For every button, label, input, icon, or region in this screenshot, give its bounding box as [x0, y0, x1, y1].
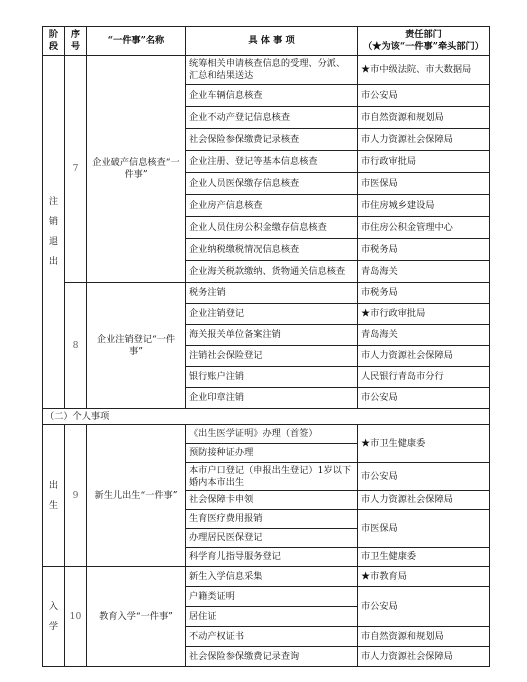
stage-char: 注 — [48, 196, 59, 207]
table-row — [43, 283, 490, 304]
header-items: 具 体 事 项 — [186, 27, 358, 56]
section-row — [43, 409, 490, 425]
section-heading: （二）个人事项 — [43, 409, 490, 425]
stage-school — [43, 567, 65, 667]
task-cell: 社会保险参保缴费记录查询 — [186, 647, 358, 667]
dept-cell: 市人力资源社会保障局 — [358, 346, 490, 367]
dept-cell: 市医保局 — [358, 510, 490, 548]
dept-cell: 市住房城乡建设局 — [358, 195, 490, 217]
table-row — [43, 425, 490, 444]
dept-cell: 市人力资源社会保障局 — [358, 647, 490, 667]
task-cell: 社会保障卡申领 — [186, 491, 358, 510]
dept-cell: 市公安局 — [358, 388, 490, 409]
item-no-10: 10 — [65, 567, 87, 667]
item-no-7: 7 — [65, 56, 87, 283]
task-cell: 科学育儿指导服务登记 — [186, 548, 358, 567]
header-no: 序号 — [65, 27, 87, 56]
dept-cell: ★市教育局 — [358, 567, 490, 587]
dept-cell: 市税务局 — [358, 283, 490, 304]
task-cell: 企业纳税缴税情况信息核查 — [186, 239, 358, 261]
task-cell: 统筹相关申请核查信息的受理、分派、汇总和结果送达 — [186, 56, 358, 85]
stage-char: 生 — [48, 499, 59, 511]
policy-table-page — [42, 26, 489, 667]
header-name: “一件事”名称 — [87, 27, 186, 56]
task-cell: 企业房产信息核查 — [186, 195, 358, 217]
responsibility-table — [42, 26, 490, 667]
header-dept — [358, 27, 490, 56]
task-cell: 海关报关单位备案注销 — [186, 325, 358, 346]
item-name-8: 企业注销登记“一件事” — [87, 283, 186, 409]
task-cell: 企业注销登记 — [186, 304, 358, 325]
dept-cell: ★市卫生健康委 — [358, 425, 490, 463]
stage-char: 入 — [48, 600, 59, 612]
dept-cell: 市自然资源和规划局 — [358, 107, 490, 129]
task-cell: 不动产权证书 — [186, 627, 358, 647]
dept-cell: 市卫生健康委 — [358, 548, 490, 567]
dept-cell: 市医保局 — [358, 173, 490, 195]
dept-cell: 人民银行青岛市分行 — [358, 367, 490, 388]
table-header-row — [43, 27, 490, 56]
task-cell: 企业人员医保缴存信息核查 — [186, 173, 358, 195]
dept-cell: 市住房公积金管理中心 — [358, 217, 490, 239]
stage-char: 学 — [48, 620, 59, 632]
dept-cell: 市税务局 — [358, 239, 490, 261]
dept-cell: 市公安局 — [358, 85, 490, 107]
item-no-9: 9 — [65, 425, 87, 567]
task-cell: 企业车辆信息核查 — [186, 85, 358, 107]
task-cell: 银行账户注销 — [186, 367, 358, 388]
dept-cell: 市行政审批局 — [358, 151, 490, 173]
task-cell: 办理居民医保登记 — [186, 529, 358, 548]
task-cell: 企业注册、登记等基本信息核查 — [186, 151, 358, 173]
task-cell: 税务注销 — [186, 283, 358, 304]
task-cell: 新生入学信息采集 — [186, 567, 358, 587]
stage-cancel — [43, 56, 65, 409]
stage-char: 出 — [48, 256, 59, 267]
task-cell: 户籍类证明 — [186, 587, 358, 607]
dept-cell: 市自然资源和规划局 — [358, 627, 490, 647]
stage-char: 销 — [48, 216, 59, 227]
task-cell: 预防接种证办理 — [186, 444, 358, 463]
table-row — [43, 56, 490, 85]
task-cell: 注销社会保险登记 — [186, 346, 358, 367]
item-no-8: 8 — [65, 283, 87, 409]
dept-cell: 市人力资源社会保障局 — [358, 129, 490, 151]
task-cell: 本市户口登记（申报出生登记）1岁以下婚内本市出生 — [186, 463, 358, 491]
stage-char: 退 — [48, 236, 59, 247]
item-name-7: 企业破产信息核查“一件事” — [87, 56, 186, 283]
task-cell: 社会保险参保缴费记录核查 — [186, 129, 358, 151]
task-cell: 企业印章注销 — [186, 388, 358, 409]
header-dept-title: 责任部门 — [405, 29, 442, 40]
dept-cell: 青岛海关 — [358, 261, 490, 283]
dept-cell: ★市中级法院、市大数据局 — [358, 56, 490, 85]
dept-cell: ★市行政审批局 — [358, 304, 490, 325]
dept-cell: 市公安局 — [358, 463, 490, 491]
stage-char: 出 — [48, 479, 59, 491]
item-name-9: 新生儿出生“一件事” — [87, 425, 186, 567]
item-name-10: 教育入学“一件事” — [87, 567, 186, 667]
task-cell: 生育医疗费用报销 — [186, 510, 358, 529]
task-cell: 企业海关税款缴纳、货物通关信息核查 — [186, 261, 358, 283]
stage-birth — [43, 425, 65, 567]
dept-cell: 市公安局 — [358, 587, 490, 627]
header-dept-note: （★为该“一件事”牵头部门） — [363, 41, 484, 52]
header-stage: 阶段 — [43, 27, 65, 56]
table-row — [43, 567, 490, 587]
task-cell: 企业人员住房公积金缴存信息核查 — [186, 217, 358, 239]
dept-cell: 青岛海关 — [358, 325, 490, 346]
task-cell: 居住证 — [186, 607, 358, 627]
task-cell: 《出生医学证明》办理（首签） — [186, 425, 358, 444]
dept-cell: 市人力资源社会保障局 — [358, 491, 490, 510]
task-cell: 企业不动产登记信息核查 — [186, 107, 358, 129]
